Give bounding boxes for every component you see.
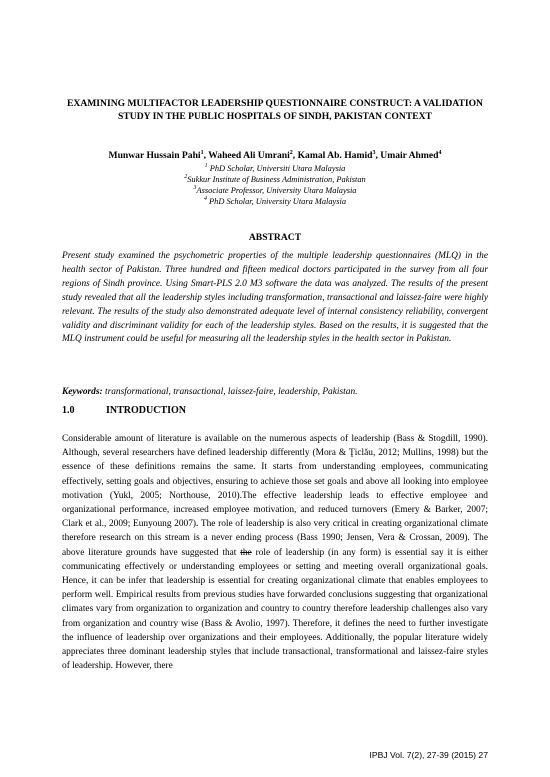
abstract-text: Present study examined the psychometric properties of the multiple leadership questionnaires (MLQ) in the health sector of Pakistan. Three hundred and fifteen medical doctors participated in the survey from all four regions of Sindh province. Using Smart-PLS 2.0 M3 software the data was analyzed. The results of the present study revealed that all the leadership styles including transformation, transactional and laissez-faire were highly relevant. The results of the study also demonstrated adequate level of internal consistency reliability, convergent validity and discriminant validity for each of the leadership styles. Based on the results, it is suggested that the MLQ instrument could be useful for measuring all the leadership styles in the health sector in Pakistan. [62,251,488,345]
affiliation-1: $^1$ PhD Scholar, Universiti Utara Malaysia [204,163,346,173]
keywords-line [62,386,488,398]
affiliation-4: $^4$ PhD Scholar, University Utara Malaysia [203,196,347,206]
paper-title: EXAMINING MULTIFACTOR LEADERSHIP QUESTIONNAIRE CONSTRUCT: A VALIDATION STUDY IN THE PUBLIC HOSPITALS OF SINDH, PAKISTAN CONTEXT [67,98,483,122]
page-footer: IPBJ Vol. 7(2), 27-39 (2015) 27 [369,750,488,760]
author-1: Munwar Hussain Pahi$^1$, [108,149,209,161]
author-4: Umair Ahmed$^4$ [380,149,442,161]
author-2: Waheed Ali Umrani$^2$, [208,149,298,161]
section-heading [62,405,488,416]
abstract-heading: ABSTRACT [248,232,302,243]
author-3: Kamal Ab. Hamid$^3$, [297,149,381,161]
affiliation-2: $^2$Sukkur Institute of Business Administration, Pakistan [184,174,366,184]
struck-word: the [240,547,252,558]
keywords-list: transformational, transactional, laissez-faire, leadership, Pakistan. [104,387,358,397]
section-title: INTRODUCTION [106,405,187,416]
introduction-body: Considerable amount of literature is available on the numerous aspects of leadership (Bass & Stogdill, 1990). Although, several researchers have defined leadership differently (Mora & Ţiclău, 2012; Mullins, 1998) but the essence of these definitions remains the same. It starts from understanding employees, communicating effectively, setting goals and objectives, ensuring to achieve those set goals and above all looking into employee motivation (Yukl, 2005; Northouse, 2010).The effective leadership leads to effective employee and organizational performance, increased employee motivation, and reduced turnovers (Emery & Barker, 2007; Clark et al., 2009; Eunyoung 2007). The role of leadership is also very critical in creating organizational climate therefore research on this stream is a never ending process (Bass 1990; Jensen, Vera & Crossan, 2009). The above literature grounds have suggested that the role of leadership (in any form) is essential say it is either communicating effectively or understanding employees or setting and meeting overall organizational goals. Hence, it can be infer that leadership is essential for creating organizational climate that enables employees to perform well. Empirical results from previous studies have forwarded conclusions suggesting that organizational climates vary from organization to organization and country to country therefore leadership challenges also vary from organization and country wise (Bass & Avolio, 1997). Therefore, it defines the need to further investigate the influence of leadership over organizations and their employees. Additionally, the popular literature widely appreciates three dominant leadership styles that include transactional, transformational and laissez-faire styles of leadership. However, there [62,434,488,672]
author-list [40,150,510,162]
section-number: 1.0 [62,405,75,416]
keywords-label: Keywords: [62,387,103,397]
affiliation-3: $^3$Associate Professor, University Utara Malaysia [193,185,357,195]
